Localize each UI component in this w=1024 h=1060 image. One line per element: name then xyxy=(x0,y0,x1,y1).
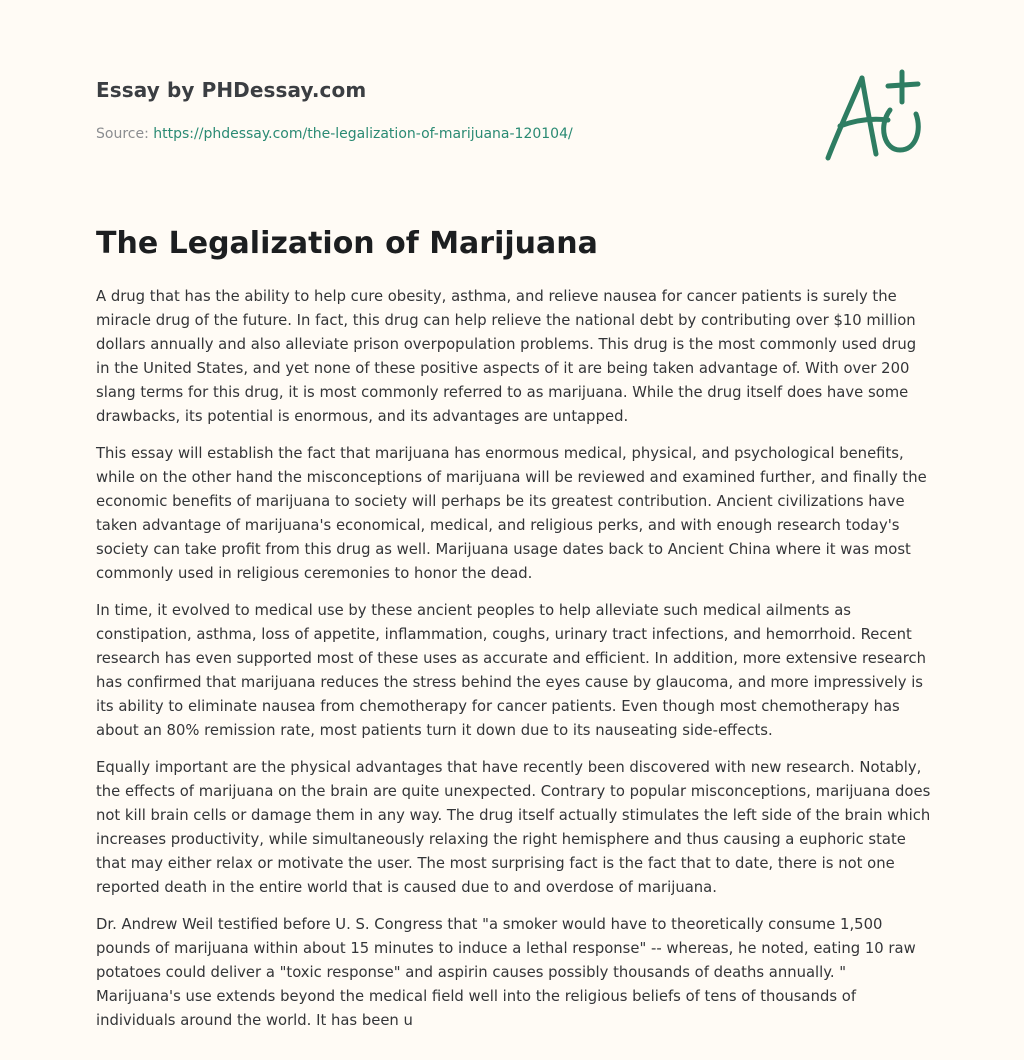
a-plus-grade-icon xyxy=(816,66,932,166)
essay-paragraph: In time, it evolved to medical use by these ancient peoples to help alleviate such medical ailments as constipation, asthma, loss of appetite, inflammation, coughs, urinary tract infections, and hemorrhoid. Recent research has even supported most of these uses as accurate and efficient. In addition, more extensive research has confirmed that marijuana reduces the stress behind the eyes cause by glaucoma, and more impressively is its ability to eliminate nausea from chemotherapy for cancer patients. Even though most chemotherapy has about an 80% remission rate, most patients turn it down due to its nauseating side-effects. xyxy=(96,602,926,739)
essay-title: The Legalization of Marijuana xyxy=(96,226,598,261)
source-line xyxy=(96,124,796,144)
essay-paragraph: A drug that has the ability to help cure obesity, asthma, and relieve nausea for cancer patients is surely the miracle drug of the future. In fact, this drug can help relieve the national debt by contributing over $10 million dollars annually and also alleviate prison overpopulation problems. This drug is the most commonly used drug in the United States, and yet none of these positive aspects of it are being taken advantage of. With over 200 slang terms for this drug, it is most commonly referred to as marijuana. While the drug itself does have some drawbacks, its potential is enormous, and its advantages are untapped. xyxy=(96,288,917,425)
essay-header xyxy=(96,76,796,144)
essay-paragraph: Dr. Andrew Weil testified before U. S. Congress that "a smoker would have to theoretically consume 1,500 pounds of marijuana within about 15 minutes to induce a lethal response" -- whereas, he noted, eating 10 raw potatoes could deliver a "toxic response" and aspirin causes possibly thousands of deaths annually. " Marijuana's use extends beyond the medical field well into the religious beliefs of tens of thousands of individuals around the world. It has been u xyxy=(96,916,916,1029)
source-label: Source: xyxy=(96,126,149,142)
essay-paragraph: Equally important are the physical advantages that have recently been discovered with new research. Notably, the effects of marijuana on the brain are quite unexpected. Contrary to popular misconceptions, marijuana does not kill brain cells or damage them in any way. The drug itself actually stimulates the left side of the brain which increases productivity, while simultaneously relaxing the right hemisphere and thus causing a euphoric state that may either relax or motivate the user. The most surprising fact is the fact that to date, there is not one reported death in the entire world that is caused due to and overdose of marijuana. xyxy=(96,759,931,896)
essay-paragraph: This essay will establish the fact that marijuana has enormous medical, physical, and psychological benefits, while on the other hand the misconceptions of marijuana will be reviewed and examined further, and finally the economic benefits of marijuana to society will perhaps be its greatest contribution. Ancient civilizations have taken advantage of marijuana's economical, medical, and religious perks, and with enough research today's society can take profit from this drug as well. Marijuana usage dates back to Ancient China where it was most commonly used in religious ceremonies to honor the dead. xyxy=(96,445,927,582)
source-link[interactable]: https://phdessay.com/the-legalization-of-marijuana-120104/ xyxy=(153,126,573,142)
essay-body xyxy=(96,285,932,1046)
site-brand: Essay by PHDessay.com xyxy=(96,78,367,102)
